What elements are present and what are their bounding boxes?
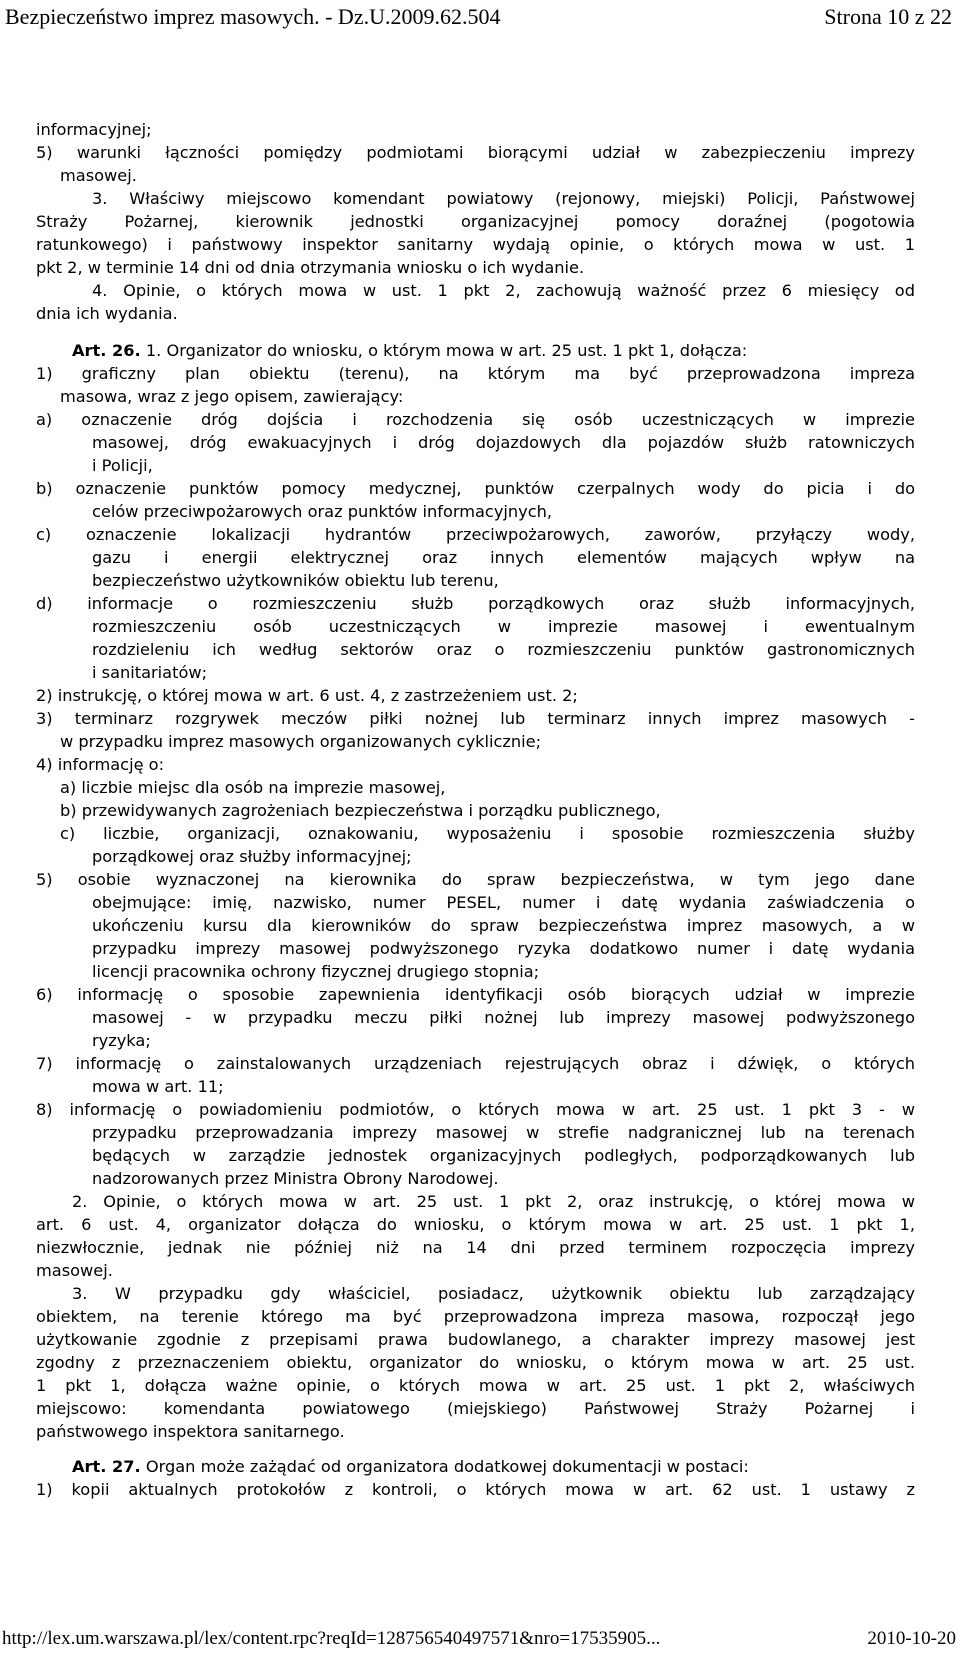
list-item: 1) kopii aktualnych protokołów z kontroli, o których mowa w art. 62 ust. 1 ustawy z	[36, 1480, 915, 1499]
text-line: ukończeniu kursu dla kierowników do spraw bezpieczeństwa imprez masowych, a w	[92, 916, 915, 935]
page-header	[5, 4, 952, 38]
text-line: użytkowanie zgodnie z przepisami prawa budowlanego, a charakter imprezy masowej jest	[36, 1330, 915, 1349]
paragraph-3-line: 3. Właściwy miejscowo komendant powiatowy (rejonowy, miejski) Policji, Państwowej	[92, 189, 915, 208]
list-item: 7) informację o zainstalowanych urządzeniach rejestrujących obraz i dźwięk, o których	[36, 1054, 915, 1073]
paragraph-3-line: 3. W przypadku gdy właściciel, posiadacz, użytkownik obiektu lub zarządzający	[72, 1284, 915, 1303]
text-line: masowej, dróg ewakuacyjnych i dróg dojazdowych dla pojazdów służb ratowniczych	[92, 433, 915, 452]
list-item: b) przewidywanych zagrożeniach bezpieczeństwa i porządku publicznego,	[60, 801, 661, 820]
text-line: ratunkowego) i państwowy inspektor sanitarny wydają opinie, o których mowa w ust. 1	[36, 235, 915, 254]
list-item: 3) terminarz rozgrywek meczów piłki nożnej lub terminarz innych imprez masowych -	[36, 709, 915, 728]
text-line: masowa, wraz z jego opisem, zawierający:	[60, 387, 404, 406]
text-line: pkt 2, w terminie 14 dni od dnia otrzymania wniosku o ich wydanie.	[36, 258, 585, 277]
text-line: masowej.	[36, 1261, 113, 1280]
article-27-line: Art. 27. Organ może zażądać od organizatora dodatkowej dokumentacji w postaci:	[72, 1457, 749, 1476]
text-line: obejmujące: imię, nazwisko, numer PESEL, numer i datę wydania zaświadczenia o	[92, 893, 915, 912]
text-line: dnia ich wydania.	[36, 304, 178, 323]
text-line: i Policji,	[92, 456, 153, 475]
list-item: a) liczbie miejsc dla osób na imprezie masowej,	[60, 778, 446, 797]
text-line: niezwłocznie, jednak nie później niż na 14 dni przed terminem rozpoczęcia imprezy	[36, 1238, 915, 1257]
list-item: c) oznaczenie lokalizacji hydrantów przeciwpożarowych, zaworów, przyłączy wody,	[36, 525, 915, 544]
list-item: 1) graficzny plan obiektu (terenu), na którym ma być przeprowadzona impreza	[36, 364, 915, 383]
text-line: i sanitariatów;	[92, 663, 208, 682]
text-line: art. 6 ust. 4, organizator dołącza do wniosku, o którym mowa w art. 25 ust. 1 pkt 1,	[36, 1215, 915, 1234]
list-item: 5) warunki łączności pomiędzy podmiotami biorącymi udział w zabezpieczeniu imprezy	[36, 143, 915, 162]
list-item: 8) informację o powiadomieniu podmiotów, o których mowa w art. 25 ust. 1 pkt 3 - w	[36, 1100, 915, 1119]
text-line: państwowego inspektora sanitarnego.	[36, 1422, 345, 1441]
article-26-line: Art. 26. 1. Organizator do wniosku, o którym mowa w art. 25 ust. 1 pkt 1, dołącza:	[72, 341, 748, 360]
text-line: bezpieczeństwo użytkowników obiektu lub terenu,	[92, 571, 499, 590]
text-line: celów przeciwpożarowych oraz punktów informacyjnych,	[92, 502, 553, 521]
list-item: a) oznaczenie dróg dojścia i rozchodzenia się osób uczestniczących w imprezie	[36, 410, 915, 429]
document-body	[36, 118, 915, 1501]
page-number: Strona 10 z 22	[824, 4, 952, 29]
print-date: 2010-10-20	[867, 1628, 956, 1649]
text-line: miejscowo: komendanta powiatowego (miejskiego) Państwowej Straży Pożarnej i	[36, 1399, 915, 1418]
list-item: 5) osobie wyznaczonej na kierownika do spraw bezpieczeństwa, w tym jego dane	[36, 870, 915, 889]
text-line: w przypadku imprez masowych organizowanych cyklicznie;	[60, 732, 542, 751]
list-item: 6) informację o sposobie zapewnienia identyfikacji osób biorących udział w imprezie	[36, 985, 915, 1004]
text-line: przypadku imprezy masowej podwyższonego ryzyka dodatkowo numer i datę wydania	[92, 939, 915, 958]
text-line: będących w zarządzie jednostek organizacyjnych podległych, podporządkowanych lub	[92, 1146, 915, 1165]
list-item: c) liczbie, organizacji, oznakowaniu, wyposażeniu i sposobie rozmieszczenia służby	[60, 824, 915, 843]
text-line: zgodny z przeznaczeniem obiektu, organizator do wniosku, o którym mowa w art. 25 ust.	[36, 1353, 915, 1372]
text-line: 1 pkt 1, dołącza ważne opinie, o których mowa w art. 25 ust. 1 pkt 2, właściwych	[36, 1376, 915, 1395]
list-item: d) informacje o rozmieszczeniu służb porządkowych oraz służb informacyjnych,	[36, 594, 915, 613]
document-title: Bezpieczeństwo imprez masowych. - Dz.U.2009.62.504	[5, 4, 501, 29]
text-line: Straży Pożarnej, kierownik jednostki organizacyjnej pomocy doraźnej (pogotowia	[36, 212, 915, 231]
text-line: obiektem, na terenie którego ma być przeprowadzona impreza masowa, rozpoczął jego	[36, 1307, 915, 1326]
text-line: mowa w art. 11;	[92, 1077, 224, 1096]
list-item: 2) instrukcję, o której mowa w art. 6 ust. 4, z zastrzeżeniem ust. 2;	[36, 686, 578, 705]
source-url: http://lex.um.warszawa.pl/lex/content.rpc?reqId=128756540497571&nro=17535905...	[2, 1628, 661, 1649]
text-line: rozmieszczeniu osób uczestniczących w imprezie masowej i ewentualnym	[92, 617, 915, 636]
text-line: informacyjnej;	[36, 120, 152, 139]
text-line: przypadku przeprowadzania imprezy masowej w strefie nadgranicznej lub na terenach	[92, 1123, 915, 1142]
text-line: masowej - w przypadku meczu piłki nożnej lub imprezy masowej podwyższonego	[92, 1008, 915, 1027]
text-line: masowej.	[60, 166, 137, 185]
list-item: 4) informację o:	[36, 755, 165, 774]
list-item: b) oznaczenie punktów pomocy medycznej, punktów czerpalnych wody do picia i do	[36, 479, 915, 498]
paragraph-2-line: 2. Opinie, o których mowa w art. 25 ust. 1 pkt 2, oraz instrukcję, o której mowa w	[72, 1192, 915, 1211]
text-line: nadzorowanych przez Ministra Obrony Narodowej.	[92, 1169, 499, 1188]
paragraph-4-line: 4. Opinie, o których mowa w ust. 1 pkt 2, zachowują ważność przez 6 miesięcy od	[92, 281, 915, 300]
article-heading: Art. 27.	[72, 1457, 141, 1476]
text-line: licencji pracownika ochrony fizycznej drugiego stopnia;	[92, 962, 540, 981]
text-line: ryzyka;	[92, 1031, 151, 1050]
text-line: porządkowej oraz służby informacyjnej;	[92, 847, 412, 866]
text-line: rozdzieleniu ich według sektorów oraz o rozmieszczeniu punktów gastronomicznych	[92, 640, 915, 659]
text-line: gazu i energii elektrycznej oraz innych elementów mających wpływ na	[92, 548, 915, 567]
article-heading: Art. 26.	[72, 341, 141, 360]
page-footer	[2, 1628, 956, 1650]
